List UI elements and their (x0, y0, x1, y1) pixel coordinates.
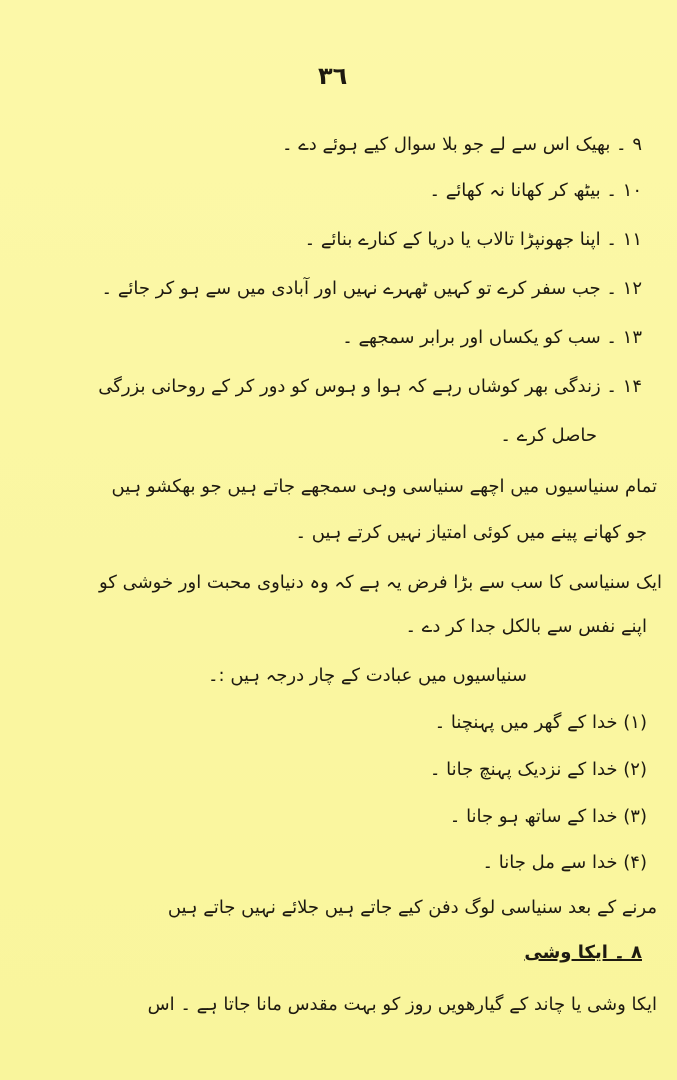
text-line: ۱۲ ۔ جب سفر کرے تو کہیں ٹھہرے نہیں اور آبادی میں سے ہو کر جائے ۔ (101, 278, 642, 299)
text-line: ۱۴ ۔ زندگی بھر کوشاں رہے کہ ہوا و ہوس کو دور کر کے روحانی بزرگی (98, 376, 642, 397)
text-line: ایک سنیاسی کا سب سے بڑا فرض یہ ہے کہ وہ دنیاوی محبت اور خوشی کو (98, 572, 662, 593)
page-number: ٣٦ (318, 62, 348, 90)
text-line: مرنے کے بعد سنیاسی لوگ دفن کیے جاتے ہیں جلائے نہیں جاتے ہیں (167, 897, 657, 918)
text-line: (۴) خدا سے مل جانا ۔ (482, 852, 647, 873)
text-line: تمام سنیاسیوں میں اچھے سنیاسی وہی سمجھے جاتے ہیں جو بھکشو ہیں (111, 476, 657, 497)
text-line: حاصل کرے ۔ (500, 425, 597, 446)
section-heading: ۸ ۔ ایکا وشی (524, 942, 642, 963)
text-line: ۱۰ ۔ بیٹھ کر کھانا نہ کھائے ۔ (429, 180, 642, 201)
text-line: ۱۳ ۔ سب کو یکساں اور برابر سمجھے ۔ (342, 327, 642, 348)
text-line: ایکا وشی یا چاند کے گیارھویں روز کو بہت مقدس مانا جاتا ہے ۔ اس (147, 994, 657, 1015)
text-line: جو کھانے پینے میں کوئی امتیاز نہیں کرتے ہیں ۔ (295, 522, 647, 543)
text-line: ۱۱ ۔ اپنا جھونپڑا تالاب یا دریا کے کنارے بنائے ۔ (304, 229, 642, 250)
text-line: (۳) خدا کے ساتھ ہو جانا ۔ (449, 806, 647, 827)
text-line: ۹ ۔ بھیک اس سے لے جو بلا سوال کیے ہوئے دے ۔ (281, 134, 642, 155)
text-line: اپنے نفس سے بالکل جدا کر دے ۔ (405, 616, 647, 637)
text-line: (۲) خدا کے نزدیک پہنچ جانا ۔ (429, 759, 647, 780)
text-line: سنیاسیوں میں عبادت کے چار درجہ ہیں :۔ (208, 665, 527, 686)
text-line: (۱) خدا کے گھر میں پہنچنا ۔ (434, 712, 647, 733)
